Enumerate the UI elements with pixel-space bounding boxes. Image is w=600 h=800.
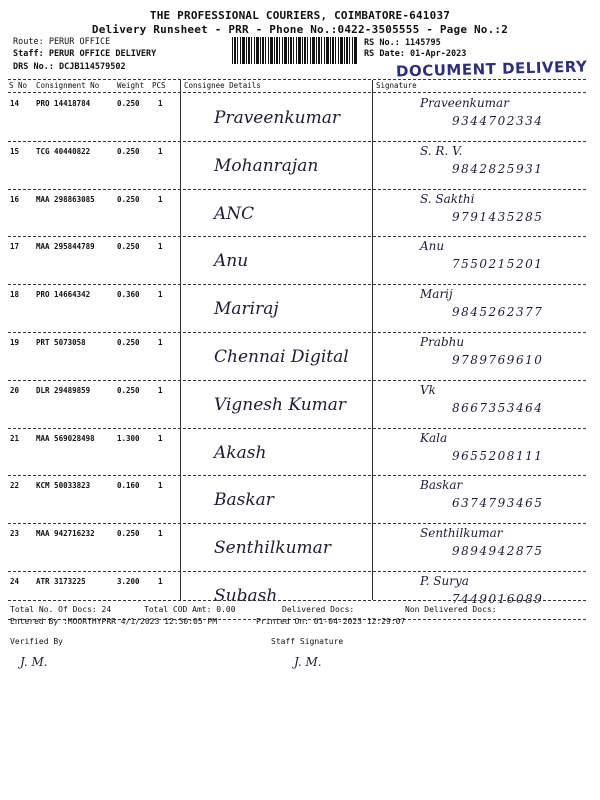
document-delivery-stamp: DOCUMENT DELIVERY [395, 57, 588, 81]
verified-initials: J. M. [20, 655, 48, 669]
consignee-name: Subash [214, 586, 278, 606]
table-row [0, 285, 600, 332]
non-delivered-docs: Non Delivered Docs: [405, 605, 497, 614]
consignment-number: PRO 14418784 [36, 99, 91, 108]
receiver-phone: 9842825931 [452, 161, 544, 176]
serial-number: 16 [10, 194, 20, 204]
receiver-phone: 9789769610 [452, 353, 544, 367]
table-row [0, 476, 600, 523]
rs-number: RS No.: 1145795 [364, 38, 441, 48]
receiver-signature: S. R. V. [420, 143, 463, 158]
receiver-signature: Marij [420, 287, 453, 302]
col-sno: S No [9, 81, 28, 90]
header-divider-bottom [8, 92, 586, 93]
consignment-number: PRT 5073058 [36, 338, 86, 347]
consignee-name: Mohanrajan [214, 155, 319, 176]
col-signature: Signature [376, 81, 417, 90]
weight: 0.250 [117, 338, 140, 347]
consignee-name: Praveenkumar [214, 108, 341, 128]
receiver-phone: 9894942875 [452, 544, 544, 559]
weight: 0.250 [117, 242, 140, 252]
receiver-phone: 6374793465 [452, 496, 544, 511]
pieces: 1 [158, 194, 163, 204]
company-title: THE PROFESSIONAL COURIERS, COIMBATORE-641037 [149, 9, 451, 22]
table-row [0, 142, 600, 189]
weight: 0.160 [117, 481, 140, 491]
consignment-number: PRO 14664342 [36, 290, 91, 300]
consignment-number: MAA 569028498 [36, 433, 95, 443]
receiver-phone: 9655208111 [452, 448, 544, 463]
consignee-name: Baskar [214, 490, 274, 511]
drs-number: DRS No.: DCJB114579502 [13, 62, 126, 72]
table-row [0, 94, 600, 141]
table-row [0, 237, 600, 284]
weight: 0.250 [117, 529, 140, 539]
consignee-name: Chennai Digital [214, 347, 349, 367]
receiver-signature: Baskar [420, 478, 463, 493]
delivered-docs: Delivered Docs: [282, 605, 355, 614]
weight: 1.300 [117, 433, 140, 443]
receiver-phone: 8667353464 [452, 400, 544, 415]
consignee-name: Akash [214, 442, 267, 463]
weight: 3.200 [117, 577, 140, 586]
col-consignee: Consignee Details [184, 81, 261, 90]
col-consignment: Consignment No [36, 81, 100, 90]
weight: 0.250 [117, 146, 140, 156]
weight: 0.250 [117, 194, 140, 204]
consignee-name: Senthilkumar [214, 538, 331, 559]
entered-by: Entered By :MOORTHYPRR 4/1/2023 12:30:05 PM [10, 617, 218, 626]
col-weight: Weight [117, 81, 145, 90]
serial-number: 18 [10, 290, 20, 300]
route-label: Route: PERUR OFFICE [13, 37, 111, 47]
serial-number: 15 [10, 146, 20, 156]
pieces: 1 [158, 99, 163, 108]
receiver-signature: Prabhu [420, 335, 465, 349]
staff-label: Staff: PERUR OFFICE DELIVERY [13, 49, 157, 59]
serial-number: 17 [10, 242, 20, 252]
serial-number: 19 [10, 338, 20, 347]
table-row [0, 524, 600, 571]
table-row [0, 190, 600, 237]
table-row [0, 429, 600, 476]
rs-date: RS Date: 01-Apr-2023 [364, 49, 467, 59]
receiver-phone: 7550215201 [452, 257, 544, 272]
staff-initials: J. M. [294, 655, 322, 669]
pieces: 1 [158, 338, 163, 347]
consignee-name: Anu [214, 251, 249, 272]
weight: 0.250 [117, 99, 140, 108]
receiver-signature: S. Sakthi [420, 191, 475, 206]
receiver-signature: Anu [420, 239, 445, 254]
receiver-phone: 9845262377 [452, 305, 544, 320]
serial-number: 24 [10, 577, 20, 586]
verified-by-label: Verified By [10, 637, 63, 646]
total-cod: Total COD Amt: 0.00 [144, 605, 236, 614]
receiver-phone: 7449016089 [452, 592, 544, 606]
consignment-number: TCG 40440822 [36, 146, 91, 156]
pieces: 1 [158, 577, 163, 586]
pieces: 1 [158, 290, 163, 300]
serial-number: 20 [10, 385, 20, 395]
consignment-number: MAA 298863085 [36, 194, 95, 204]
staff-signature-label: Staff Signature [271, 637, 344, 646]
receiver-signature: Praveenkumar [420, 96, 509, 110]
pieces: 1 [158, 481, 163, 491]
weight: 0.250 [117, 385, 140, 395]
serial-number: 23 [10, 529, 20, 539]
receiver-phone: 9791435285 [452, 209, 544, 224]
pieces: 1 [158, 433, 163, 443]
pieces: 1 [158, 385, 163, 395]
serial-number: 21 [10, 433, 20, 443]
receiver-signature: P. Surya [420, 574, 469, 588]
pieces: 1 [158, 146, 163, 156]
receiver-signature: Senthilkumar [420, 526, 503, 541]
pieces: 1 [158, 242, 163, 252]
footer-divider [8, 600, 586, 601]
receiver-signature: Kala [420, 430, 448, 445]
consignment-number: MAA 942716232 [36, 529, 95, 539]
serial-number: 22 [10, 481, 20, 491]
consignment-number: KCM 50033823 [36, 481, 91, 491]
consignee-name: Mariraj [214, 299, 279, 320]
consignment-number: ATR 3173225 [36, 577, 86, 586]
runsheet-subtitle: Delivery Runsheet - PRR - Phone No.:0422-3505555 - Page No.:2 [91, 23, 509, 36]
consignee-name: ANC [214, 203, 255, 224]
serial-number: 14 [10, 99, 20, 108]
table-row [0, 333, 600, 380]
header-divider-top [8, 79, 586, 80]
col-pcs: PCS [152, 81, 166, 90]
consignment-number: MAA 295844789 [36, 242, 95, 252]
barcode [232, 37, 358, 64]
pieces: 1 [158, 529, 163, 539]
table-row [0, 381, 600, 428]
consignment-number: DLR 29489859 [36, 385, 91, 395]
total-docs: Total No. Of Docs: 24 [10, 605, 112, 614]
receiver-phone: 9344702334 [452, 114, 544, 128]
printed-on: Printed On: 01-04-2023 12:29:07 [256, 617, 406, 626]
weight: 0.360 [117, 290, 140, 300]
consignee-name: Vignesh Kumar [214, 394, 347, 415]
receiver-signature: Vk [420, 382, 436, 397]
